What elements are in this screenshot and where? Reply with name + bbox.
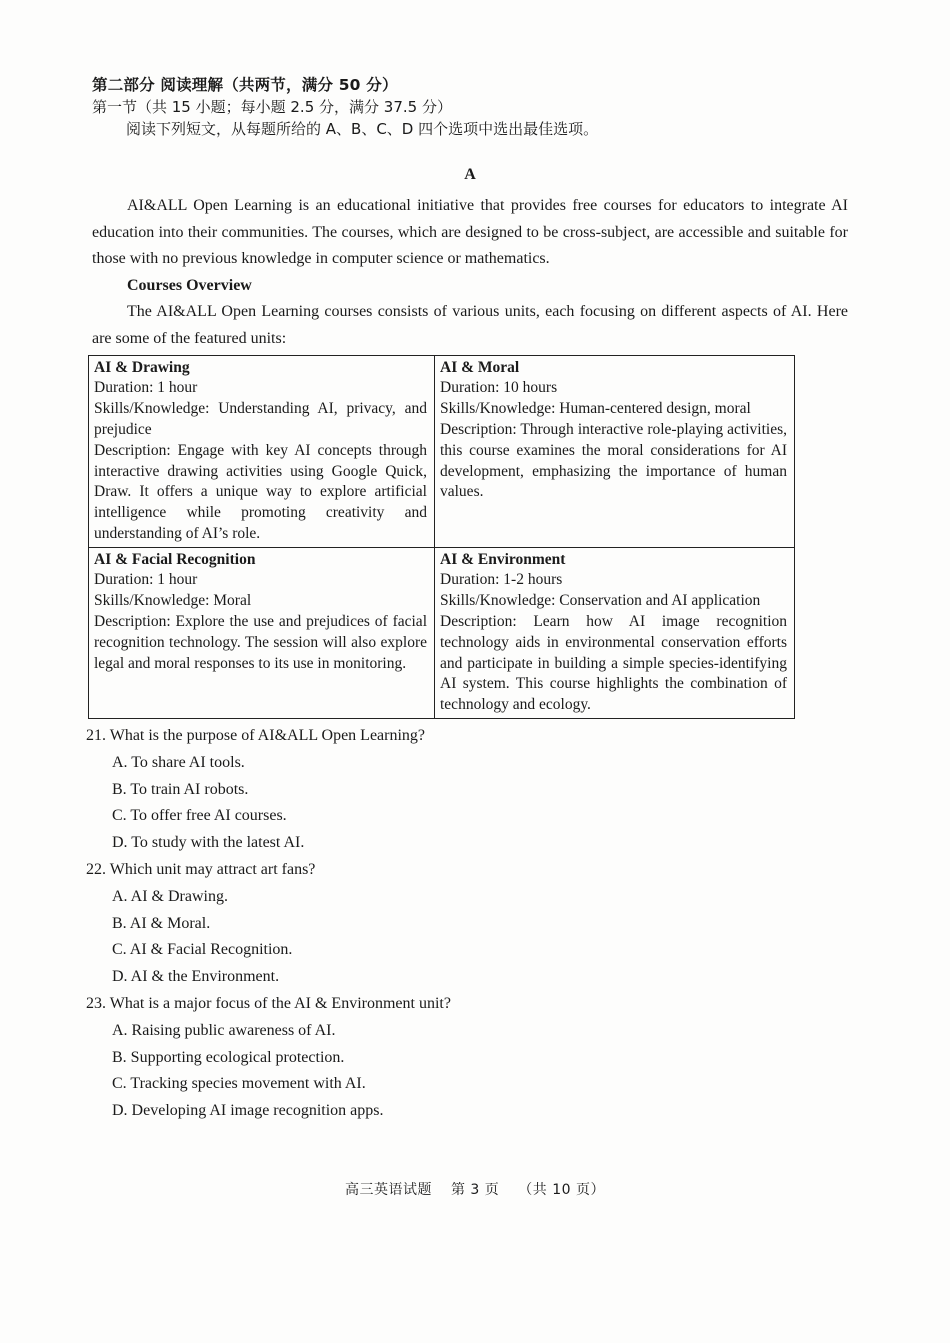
option-d: D. Developing AI image recognition apps. (112, 1102, 384, 1120)
unit-description: Description: Learn how AI image recognition technology aids in environmental conservation efforts and participate in building a simple species-identifying AI system. This course highlights the combination of technology and ecology. (440, 613, 787, 714)
questions-list (86, 723, 848, 1125)
unit-skills: Skills/Knowledge: Moral (94, 592, 252, 610)
unit-name: AI & Facial Recognition (94, 550, 256, 568)
footer-total-pages: （共 10 页） (518, 1182, 605, 1198)
unit-cell-moral (435, 355, 795, 547)
option-a: A. Raising public awareness of AI. (112, 1021, 336, 1039)
unit-name: AI & Moral (440, 358, 520, 376)
instruction-text: 阅读下列短文，从每题所给的 A、B、C、D 四个选项中选出最佳选项。 (126, 120, 599, 138)
unit-description: Description: Explore the use and prejudices of facial recognition technology. The session will also explore legal and moral responses to its use in monitoring. (94, 613, 427, 672)
unit-skills: Skills/Knowledge: Conservation and AI application (440, 592, 761, 610)
unit-skills: Skills/Knowledge: Human-centered design, moral (440, 400, 751, 418)
section-title: 第二部分 阅读理解（共两节，满分 50 分） (92, 76, 398, 94)
passage-label: A (464, 166, 476, 183)
course-units-table (88, 355, 795, 720)
question-stem: 21. What is the purpose of AI&ALL Open Learning? (86, 727, 426, 745)
unit-name: AI & Drawing (94, 358, 190, 376)
unit-duration: Duration: 1-2 hours (440, 571, 563, 589)
table-row (89, 355, 795, 547)
table-row (89, 547, 795, 718)
footer-page-number: 第 3 页 (450, 1182, 500, 1198)
question-21 (86, 723, 848, 857)
unit-cell-facial-recognition (89, 547, 435, 718)
question-stem: 22. Which unit may attract art fans? (86, 861, 316, 879)
option-b: B. Supporting ecological protection. (112, 1048, 345, 1066)
courses-overview-heading: Courses Overview (127, 277, 252, 295)
question-22 (86, 857, 848, 991)
unit-cell-drawing (89, 355, 435, 547)
unit-duration: Duration: 10 hours (440, 379, 558, 397)
option-c: C. AI & Facial Recognition. (112, 941, 293, 959)
unit-duration: Duration: 1 hour (94, 571, 198, 589)
unit-cell-environment (435, 547, 795, 718)
page-content (86, 74, 848, 1125)
overview-text: The AI&ALL Open Learning courses consists of various units, each focusing on different aspects of AI. Here are some of the featured units: (92, 303, 848, 347)
option-c: C. To offer free AI courses. (112, 807, 287, 825)
option-d: D. To study with the latest AI. (112, 834, 305, 852)
passage-intro: AI&ALL Open Learning is an educational initiative that provides free courses for educators to integrate AI education into their communities. The courses, which are designed to be cross-subject, are accessible and suitable for those with no previous knowledge in computer science or mathematics. (92, 197, 848, 268)
option-d: D. AI & the Environment. (112, 968, 280, 986)
unit-description: Description: Through interactive role-playing activities, this course examines the moral considerations for AI development, emphasizing the importance of human values. (440, 420, 787, 501)
page-footer (0, 1180, 950, 1200)
footer-subject: 高三英语试题 (345, 1182, 433, 1198)
subsection-title: 第一节（共 15 小题；每小题 2.5 分，满分 37.5 分） (92, 98, 452, 116)
question-23 (86, 991, 848, 1125)
unit-name: AI & Environment (440, 550, 566, 568)
unit-duration: Duration: 1 hour (94, 379, 198, 397)
unit-description: Description: Engage with key AI concepts through interactive drawing activities using Google Quick, Draw. It offers a unique way to explore artificial intelligence while promoting creativity and understanding of AI’s role. (94, 441, 427, 542)
option-a: A. AI & Drawing. (112, 887, 228, 905)
question-stem: 23. What is a major focus of the AI & Environment unit? (86, 995, 451, 1013)
option-a: A. To share AI tools. (112, 753, 245, 771)
unit-skills: Skills/Knowledge: Understanding AI, privacy, and prejudice (94, 400, 427, 438)
option-c: C. Tracking species movement with AI. (112, 1075, 366, 1093)
option-b: B. AI & Moral. (112, 914, 211, 932)
option-b: B. To train AI robots. (112, 780, 249, 798)
